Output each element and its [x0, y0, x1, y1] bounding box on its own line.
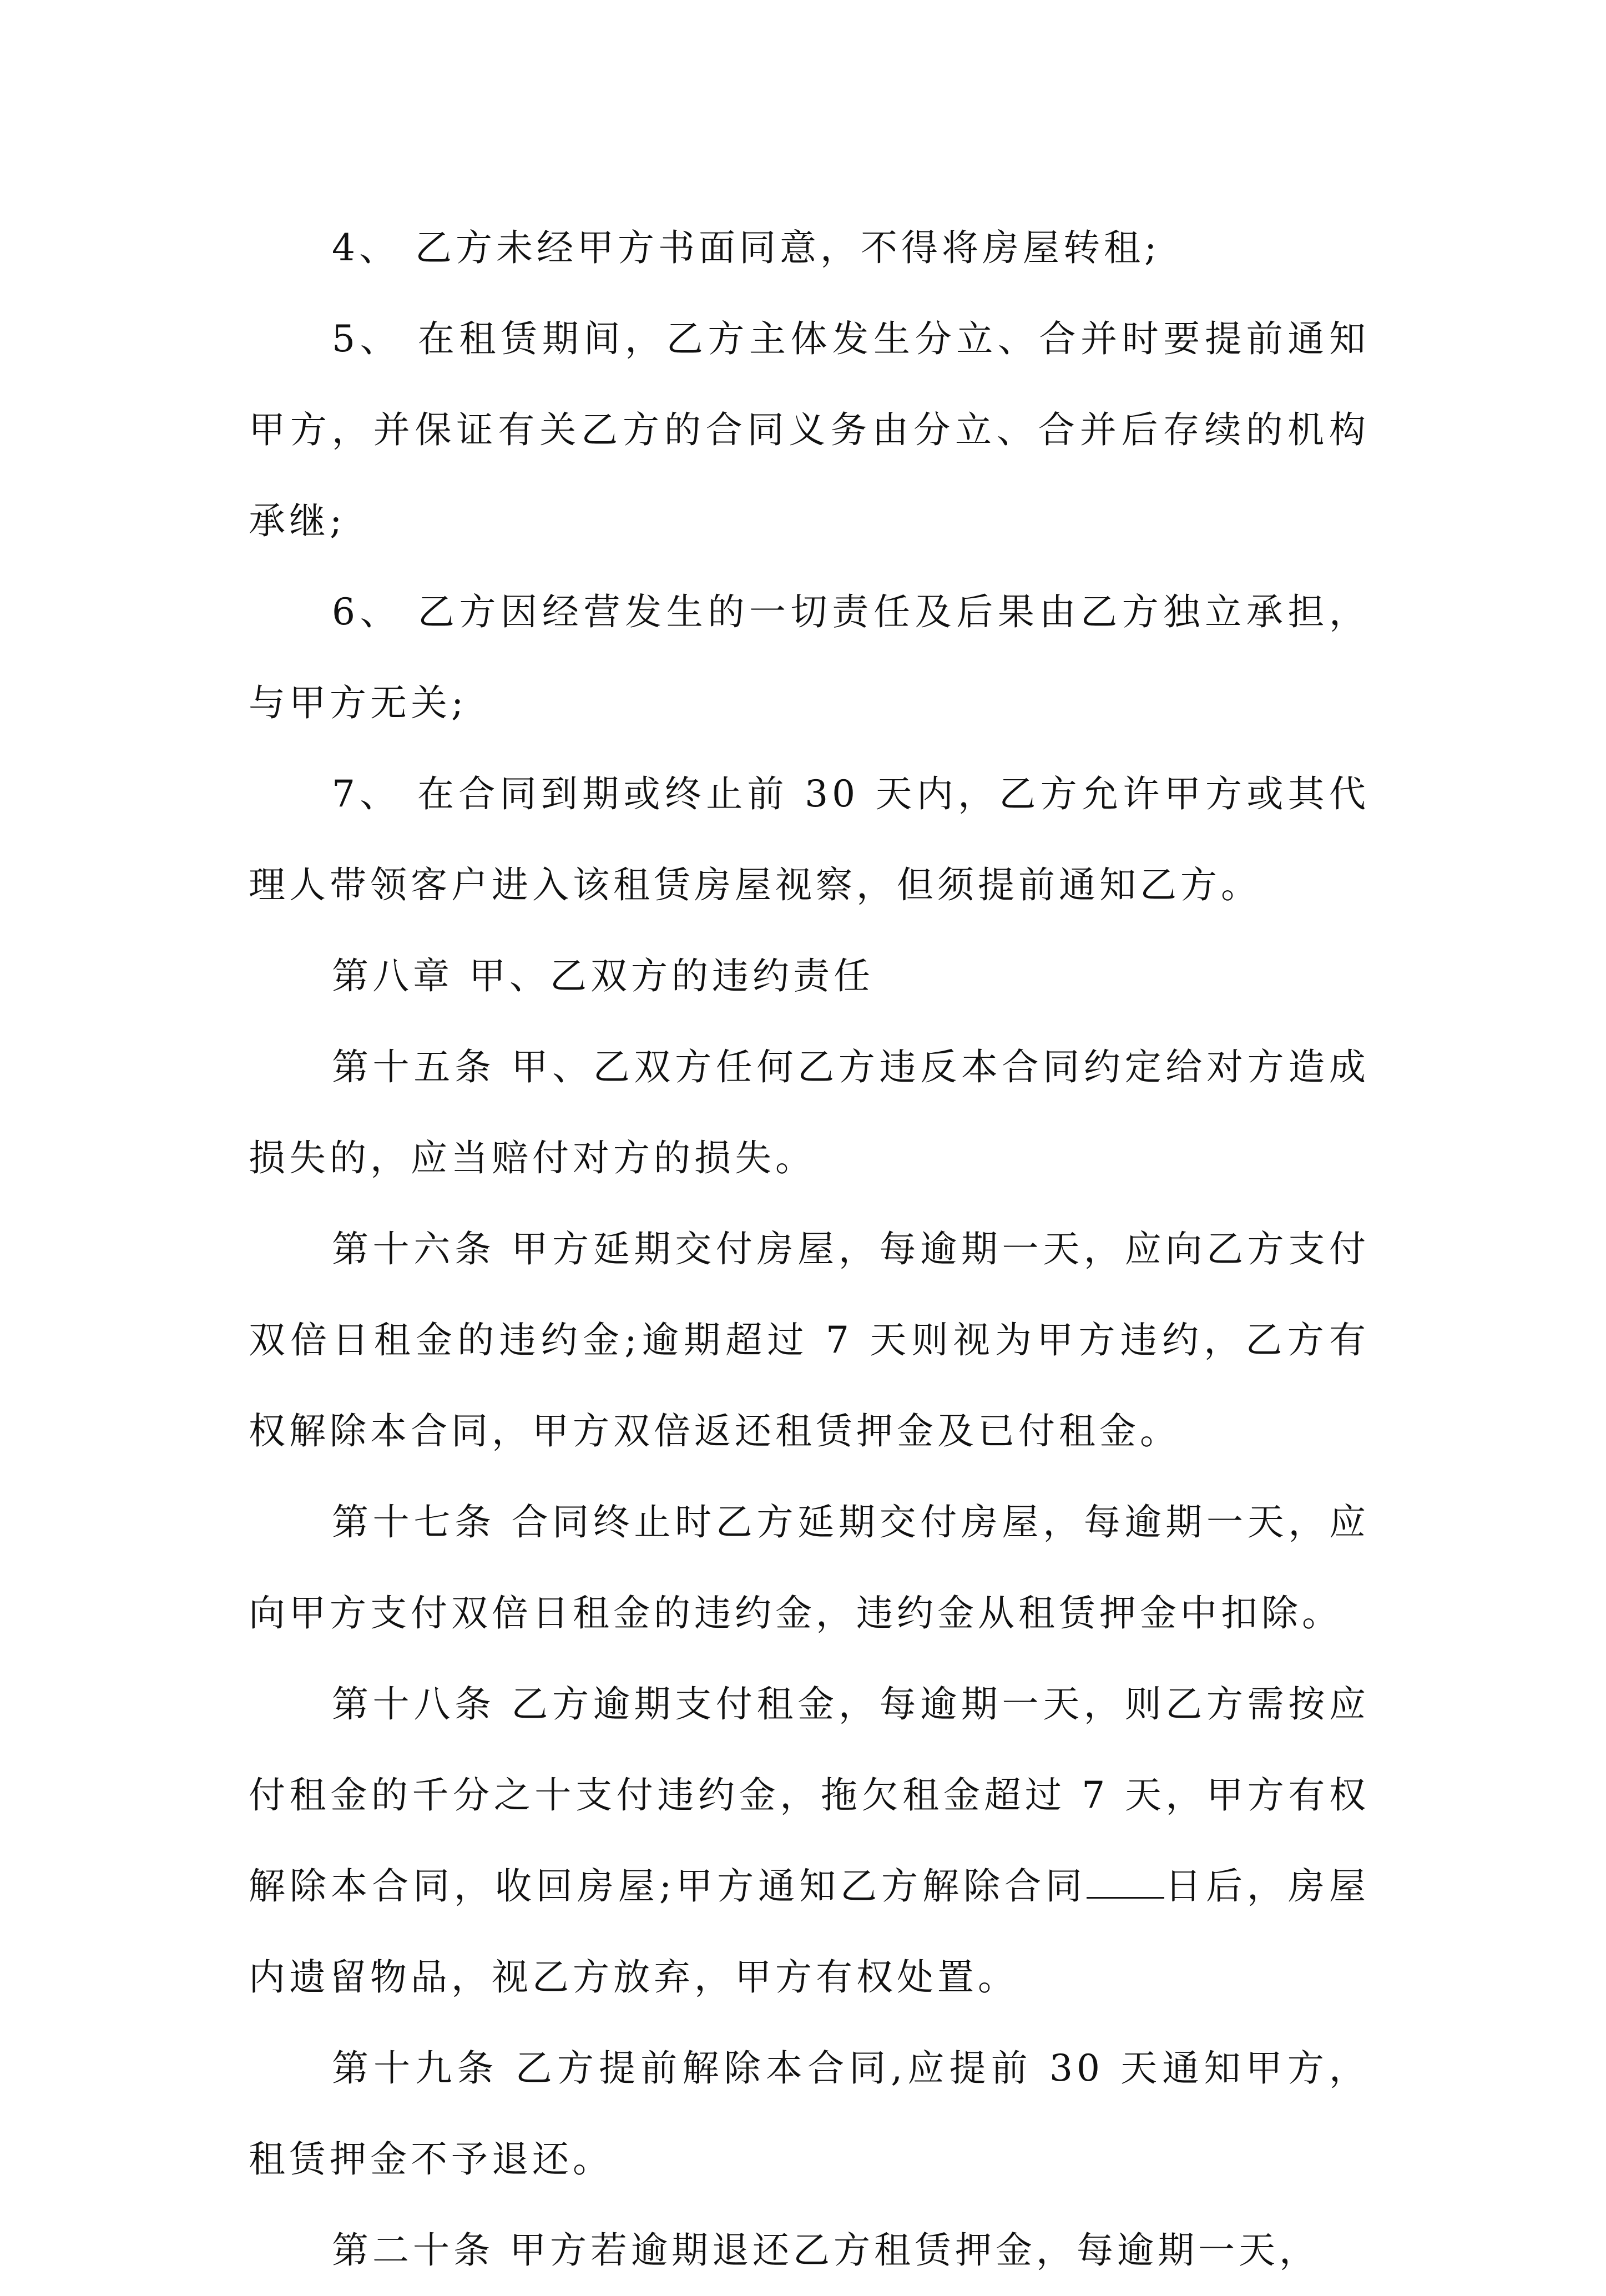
article-20: 第二十条 甲方若逾期退还乙方租赁押金，每逾期一天， — [332, 2229, 1320, 2272]
article-18-text-before: 第十八条 乙方逾期支付租金，每逾期一天，则乙方需按应付租金的千分之十支付违约金，拖欠租金超过 7 天，甲方有权解除本合同，收回房屋;甲方通知乙方解除合同 — [249, 1683, 1370, 1908]
article-18-text-after: 日后，房屋内遗留物品，视乙方放弃，甲方有权处置。 — [249, 1865, 1370, 1999]
fill-in-blank — [1087, 1864, 1164, 1899]
clause-6: 6、 乙方因经营发生的一切责任及后果由乙方独立承担，与甲方无关; — [249, 591, 1370, 724]
article-17: 第十七条 合同终止时乙方延期交付房屋，每逾期一天，应向甲方支付双倍日租金的违约金，违约金从租赁押金中扣除。 — [249, 1501, 1370, 1634]
clause-4: 4、 乙方未经甲方书面同意，不得将房屋转租; — [332, 226, 1161, 269]
article-16: 第十六条 甲方延期交付房屋，每逾期一天，应向乙方支付双倍日租金的违约金;逾期超过 7 天则视为甲方违约，乙方有权解除本合同，甲方双倍返还租赁押金及已付租金。 — [249, 1228, 1370, 1452]
clause-5: 5、 在租赁期间，乙方主体发生分立、合并时要提前通知甲方，并保证有关乙方的合同义务由分立、合并后存续的机构承继; — [249, 317, 1370, 542]
article-18 — [249, 1659, 1370, 2023]
document-body — [249, 203, 1370, 2296]
clause-7: 7、 在合同到期或终止前 30 天内，乙方允许甲方或其代理人带领客户进入该租赁房屋视察，但须提前通知乙方。 — [249, 773, 1370, 906]
article-19: 第十九条 乙方提前解除本合同,应提前 30 天通知甲方，租赁押金不予退还。 — [249, 2047, 1370, 2181]
article-15: 第十五条 甲、乙双方任何乙方违反本合同约定给对方造成损失的，应当赔付对方的损失。 — [249, 1046, 1370, 1179]
chapter-8-heading: 第八章 甲、乙双方的违约责任 — [332, 955, 874, 997]
